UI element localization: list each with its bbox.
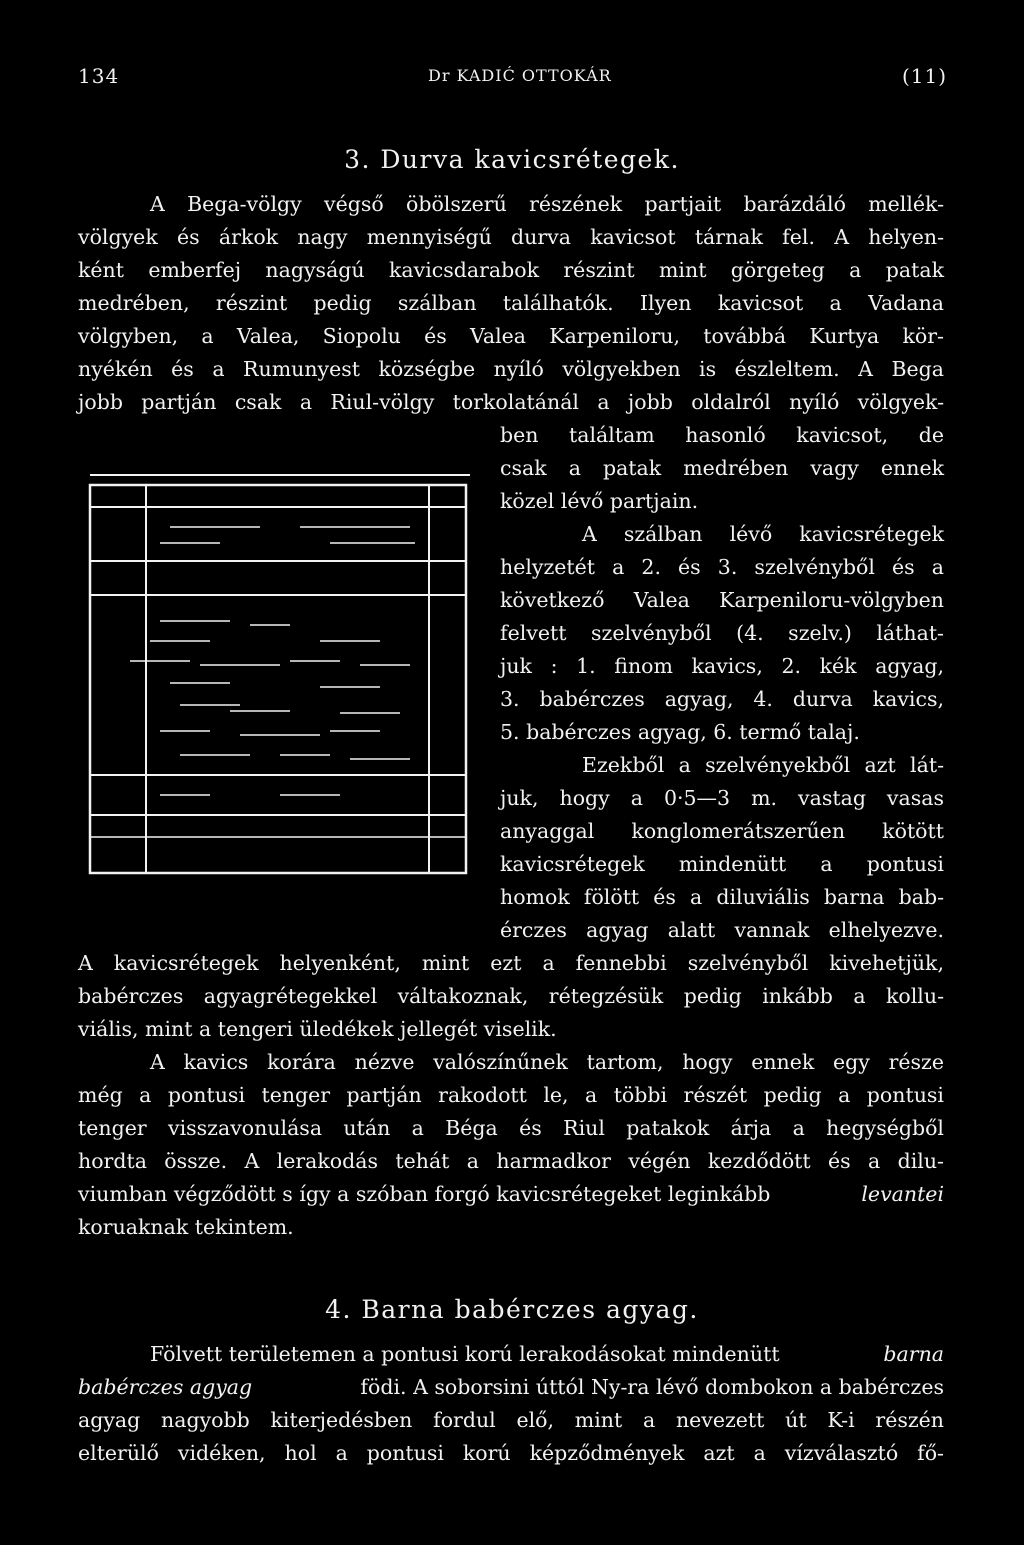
side-line: Ezekből a szelvényekből azt lát- [582, 753, 944, 777]
paragraph-line [78, 1178, 944, 1211]
paragraph-line: viális, mint a tengeri üledékek jellegét viselik. [78, 1017, 557, 1041]
section-title-4: 4. Barna babérczes agyag. [325, 1295, 699, 1324]
paragraph-line: medrében, részint pedig szálban találhatók. Ilyen kavicsot a Vadana [78, 291, 944, 315]
side-line: 5. babérczes agyag, 6. termő talaj. [500, 720, 860, 744]
side-line: következő Valea Karpeniloru-völgyben [500, 588, 944, 612]
side-line: érczes agyag alatt vannak elhelyezve. [500, 918, 944, 942]
paragraph-line: nyékén és a Rumunyest községbe nyíló völgyekben is észleltem. A Bega [78, 357, 944, 381]
paragraph-line: jobb partján csak a Riul-völgy torkolatánál a jobb oldalról nyíló völgyek- [78, 390, 944, 414]
italic-term: barna [883, 1342, 944, 1366]
side-line: juk, hogy a 0·5—3 m. vastag vasas [500, 786, 944, 810]
paragraph-line: koruaknak tekintem. [78, 1215, 294, 1239]
paragraph-line: völgyek és árkok nagy mennyiségű durva kavicsot tárnak fel. A helyen- [78, 225, 944, 249]
paragraph-text: viumban végződött s így a szóban forgó kavicsrétegeket leginkább [78, 1182, 771, 1206]
side-line: anyaggal konglomerátszerűen kötött [500, 819, 944, 843]
paragraph-line: babérczes agyagrétegekkel váltakoznak, rétegzésük pedig inkább a kollu- [78, 984, 944, 1008]
side-line: helyzetét a 2. és 3. szelvényből és a [500, 555, 944, 579]
paragraph-line: A kavics korára nézve valószínűnek tartom, hogy ennek egy része [150, 1050, 944, 1074]
side-line: felvett szelvényből (4. szelv.) láthat- [500, 621, 944, 645]
italic-term: levantei [861, 1182, 944, 1206]
paragraph-line: elterülő vidéken, hol a pontusi korú képződmények azt a vízválasztó fő- [78, 1441, 944, 1465]
paragraph-line [150, 1338, 944, 1371]
paragraph-line: völgyben, a Valea, Siopolu és Valea Karpeniloru, továbbá Kurtya kör- [78, 324, 944, 348]
running-head-author: Dr KADIĆ OTTOKÁR [428, 66, 612, 85]
side-line: 3. babérczes agyag, 4. durva kavics, [500, 687, 944, 711]
issue-number: (11) [902, 64, 948, 88]
paragraph-line: A kavicsrétegek helyenként, mint ezt a fennebbi szelvényből kivehetjük, [78, 951, 944, 975]
paragraph-line: tenger visszavonulása után a Béga és Riul patakok árja a hegységből [78, 1116, 944, 1140]
side-line: csak a patak medrében vagy ennek [500, 456, 944, 480]
side-line: közel lévő partjain. [500, 489, 699, 513]
section-profile-figure [80, 465, 480, 885]
paragraph-line: hordta össze. A lerakodás tehát a harmadkor végén kezdődött és a dilu- [78, 1149, 944, 1173]
side-line: ben találtam hasonló kavicsot, de [500, 423, 944, 447]
paragraph-text: födi. A soborsini úttól Ny-ra lévő dombokon a babérczes [360, 1375, 944, 1399]
side-line: homok fölött és a diluviális barna bab- [500, 885, 944, 909]
section-title-3: 3. Durva kavicsrétegek. [344, 145, 680, 174]
side-line: A szálban lévő kavicsrétegek [582, 522, 944, 546]
page-number: 134 [78, 64, 120, 88]
paragraph-text: Fölvett területemen a pontusi korú lerakodásokat mindenütt [150, 1342, 780, 1366]
side-line: juk : 1. finom kavics, 2. kék agyag, [500, 654, 944, 678]
paragraph-line [78, 1371, 944, 1404]
paragraph-line: ként emberfej nagyságú kavicsdarabok részint mint görgeteg a patak [78, 258, 944, 282]
paragraph-line: agyag nagyobb kiterjedésben fordul elő, mint a nevezett út K-i részén [78, 1408, 944, 1432]
italic-term: babérczes agyag [78, 1375, 253, 1399]
paragraph-line: még a pontusi tenger partján rakodott le, a többi részét pedig a pontusi [78, 1083, 944, 1107]
side-line: kavicsrétegek mindenütt a pontusi [500, 852, 944, 876]
paragraph-line: A Bega-völgy végső öbölszerű részének partjait barázdáló mellék- [150, 192, 944, 216]
